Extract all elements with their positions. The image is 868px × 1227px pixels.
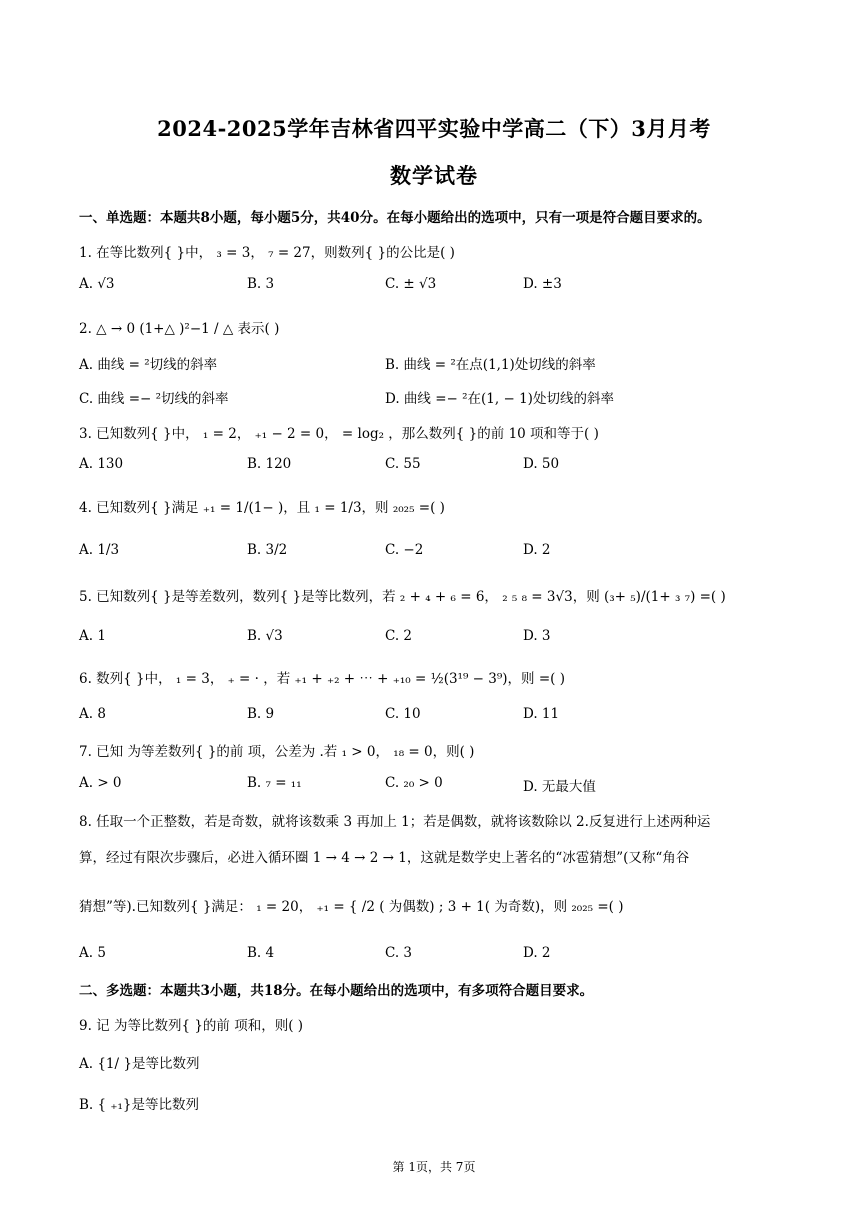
q7-option-c: C. ₂₀ > 0 xyxy=(385,775,443,791)
q6-option-a: A. 8 xyxy=(79,706,106,722)
q1-option-a: A. √3 xyxy=(79,276,115,292)
q1-option-b: B. 3 xyxy=(247,276,275,292)
q7-option-a: A. > 0 xyxy=(79,775,122,791)
q2-option-b: B. 曲线 = ²在点(1,1)处切线的斜率 xyxy=(385,357,596,373)
q1-option-c: C. ± √3 xyxy=(385,276,437,292)
q3-option-b: B. 120 xyxy=(247,456,292,472)
q5-option-a: A. 1 xyxy=(79,628,106,644)
q7-option-d: D. 无最大值 xyxy=(523,779,596,795)
q9-option-b: B. { ₊₁}是等比数列 xyxy=(79,1097,200,1113)
section-2-heading: 二、多选题：本题共3小题，共18分。在每小题给出的选项中，有多项符合题目要求。 xyxy=(79,983,594,999)
q8-line-3: 猜想”等).已知数列{ }满足： ₁ = 20， ₊₁ = { /2 ( 为偶数) ; 3 + 1( 为奇数)，则 ₂₀₂₅ =( ) xyxy=(79,899,624,915)
q2-option-a: A. 曲线 = ²切线的斜率 xyxy=(79,357,218,373)
q8-option-c: C. 3 xyxy=(385,945,413,961)
q4-option-a: A. 1/3 xyxy=(79,542,120,558)
q1-option-d: D. ±3 xyxy=(523,276,562,292)
q7-option-b: B. ₇ = ₁₁ xyxy=(247,775,302,791)
q8-line-2: 算，经过有限次步骤后，必进入循环圈 1 → 4 → 2 → 1，这就是数学史上著名的“冰雹猜想”(又称“角谷 xyxy=(79,850,690,866)
q1-stem: 1. 在等比数列{ }中， ₃ = 3， ₇ = 27，则数列{ }的公比是( ) xyxy=(79,245,455,261)
q5-stem: 5. 已知数列{ }是等差数列，数列{ }是等比数列，若 ₂ + ₄ + ₆ = 6， ₂ ₅ ₈ = 3√3，则 (₃+ ₅)/(1+ ₃ ₇) =( ) xyxy=(79,589,726,605)
q4-option-c: C. −2 xyxy=(385,542,424,558)
q6-option-c: C. 10 xyxy=(385,706,421,722)
q9-option-a: A. {1/ }是等比数列 xyxy=(79,1056,200,1072)
q4-option-b: B. 3/2 xyxy=(247,542,288,558)
q4-stem: 4. 已知数列{ }满足 ₊₁ = 1/(1− )，且 ₁ = 1/3，则 ₂₀₂₅ =( ) xyxy=(79,500,445,516)
exam-subtitle: 数学试卷 xyxy=(390,163,478,188)
q3-option-c: C. 55 xyxy=(385,456,421,472)
q2-stem: 2. △ → 0 (1+△ )²−1 / △ 表示( ) xyxy=(79,321,280,337)
q4-option-d: D. 2 xyxy=(523,542,551,558)
q3-option-d: D. 50 xyxy=(523,456,560,472)
q6-option-b: B. 9 xyxy=(247,706,275,722)
q7-stem: 7. 已知 为等差数列{ }的前 项，公差为 .若 ₁ > 0， ₁₈ = 0，则( ) xyxy=(79,744,475,760)
q6-stem: 6. 数列{ }中， ₁ = 3， ₊ = · ，若 ₊₁ + ₊₂ + ⋯ + ₊₁₀ = ½(3¹⁹ − 3⁹)，则 =( ) xyxy=(79,671,565,687)
q6-option-d: D. 11 xyxy=(523,706,560,722)
q3-option-a: A. 130 xyxy=(79,456,124,472)
q5-option-d: D. 3 xyxy=(523,628,551,644)
q8-option-a: A. 5 xyxy=(79,945,106,961)
section-1-heading: 一、单选题：本题共8小题，每小题5分，共40分。在每小题给出的选项中，只有一项是符合题目要求的。 xyxy=(79,210,711,226)
q8-option-b: B. 4 xyxy=(247,945,275,961)
page-footer: 第 1页，共 7页 xyxy=(392,1160,476,1174)
q5-option-b: B. √3 xyxy=(247,628,283,644)
q5-option-c: C. 2 xyxy=(385,628,413,644)
q9-stem: 9. 记 为等比数列{ }的前 项和，则( ) xyxy=(79,1018,304,1034)
q8-line-1: 8. 任取一个正整数，若是奇数，就将该数乘 3 再加上 1；若是偶数，就将该数除以 2.反复进行上述两种运 xyxy=(79,814,711,830)
q8-option-d: D. 2 xyxy=(523,945,551,961)
exam-title: 2024-2025学年吉林省四平实验中学高二（下）3月月考 xyxy=(157,116,711,141)
q3-stem: 3. 已知数列{ }中， ₁ = 2， ₊₁ − 2 = 0， = log₂ ，那么数列{ }的前 10 项和等于( ) xyxy=(79,426,599,442)
q2-option-c: C. 曲线 =− ²切线的斜率 xyxy=(79,391,229,407)
q2-option-d: D. 曲线 =− ²在(1, − 1)处切线的斜率 xyxy=(385,391,614,407)
